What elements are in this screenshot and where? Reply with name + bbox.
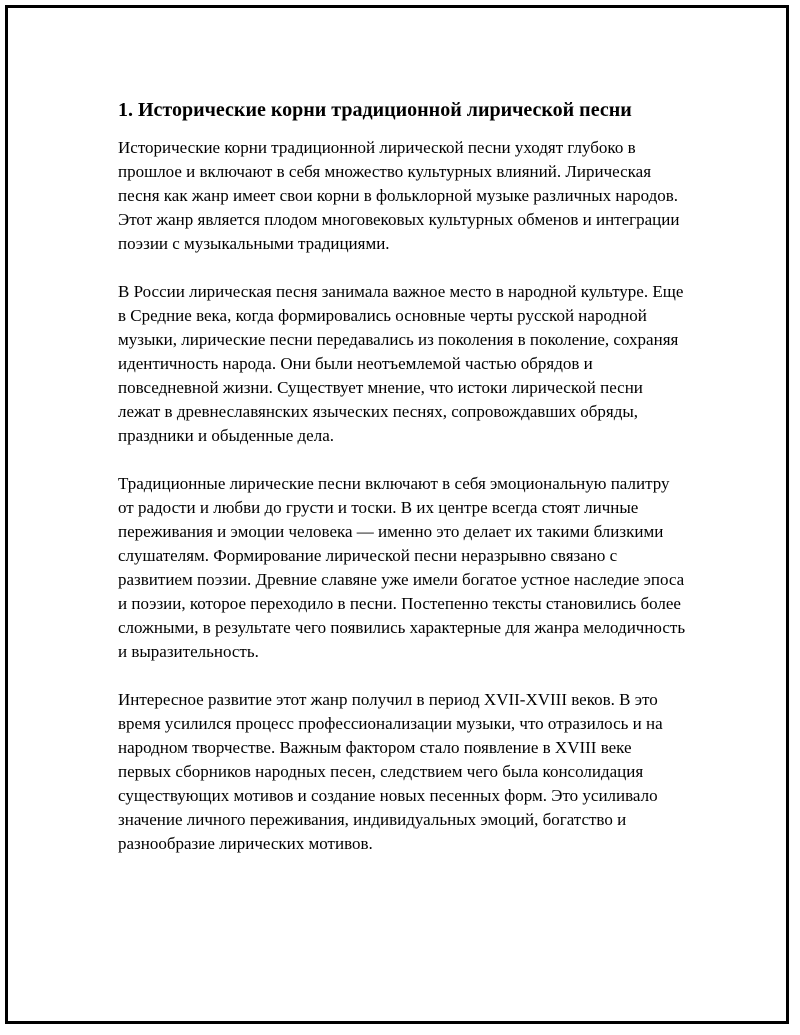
section-heading: 1. Исторические корни традиционной лирической песни [118, 99, 632, 121]
paragraph-1: Исторические корни традиционной лирической песни уходят глубоко в прошлое и включают в себя множество культурных влияний. Лирическая песня как жанр имеет свои корни в фольклорной музыке различных народов. Этот жанр является плодом многовековых культурных обменов и интеграции поэзии с музыкальными традициями. [118, 138, 680, 253]
paragraph-4: Интересное развитие этот жанр получил в период XVII-XVIII веков. В это время усилился процесс профессионализации музыки, что отразилось и на народном творчестве. Важным фактором стало появление в XVIII веке первых сборников народных песен, следствием чего была консолидация существующих мотивов и создание новых песенных форм. Это усиливало значение личного переживания, индивидуальных эмоций, богатство и разнообразие лирических мотивов. [118, 690, 663, 853]
paragraph-3: Традиционные лирические песни включают в себя эмоциональную палитру от радости и любви до грусти и тоски. В их центре всегда стоят личные переживания и эмоции человека — именно это делает их такими близкими слушателям. Формирование лирической песни неразрывно связано с развитием поэзии. Древние славяне уже имели богатое устное наследие эпоса и поэзии, которое переходило в песни. Постепенно тексты становились более сложными, в результате чего появились характерные для жанра мелодичность и выразительность. [118, 474, 686, 661]
document-body [118, 96, 688, 856]
paragraph-2: В России лирическая песня занимала важное место в народной культуре. Еще в Средние века, когда формировались основные черты русской народной музыки, лирические песни передавались из поколения в поколение, сохраняя идентичность народа. Они были неотъемлемой частью обрядов и повседневной жизни. Существует мнение, что истоки лирической песни лежат в древнеславянских языческих песнях, сопровождавших обряды, праздники и обыденные дела. [118, 282, 684, 445]
